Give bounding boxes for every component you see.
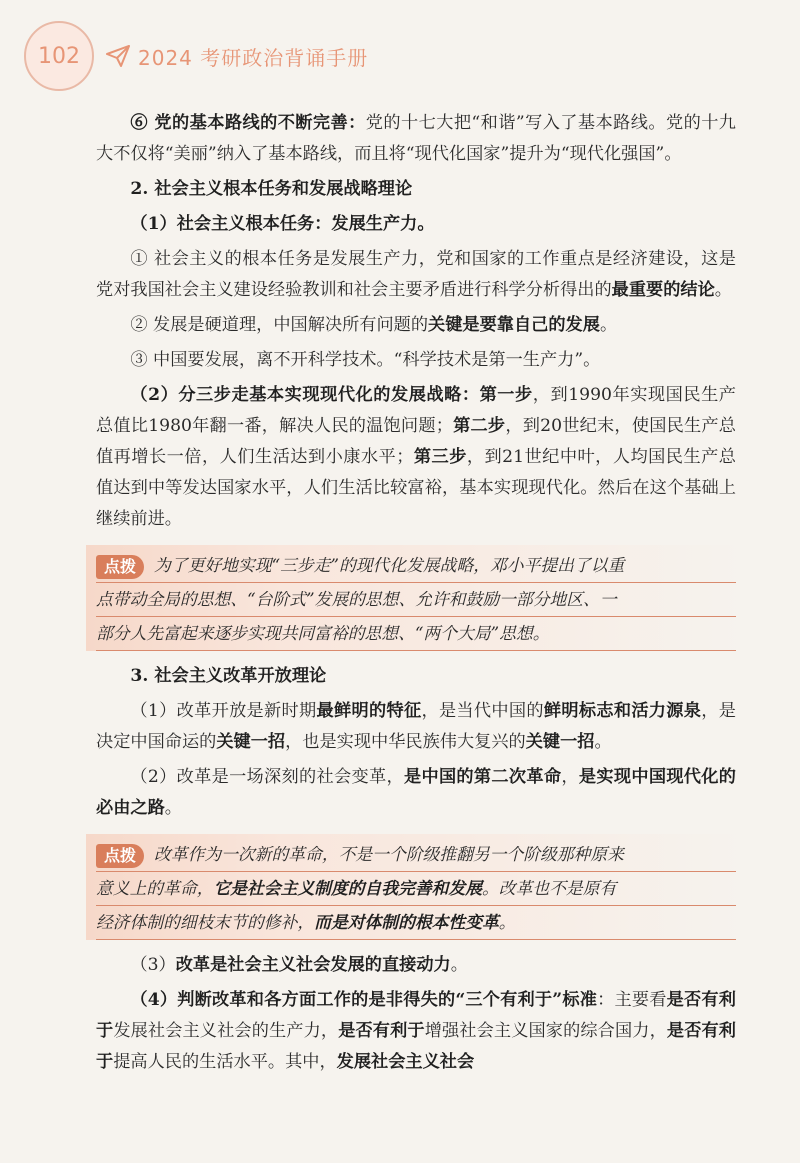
text-run: 。改革也不是原有 xyxy=(482,878,617,898)
bold-text: 关键是要靠自己的发展 xyxy=(428,315,600,335)
bold-text: 而是对体制的根本性变革 xyxy=(314,912,499,932)
text-run: 。 xyxy=(498,912,516,932)
text-run: ， xyxy=(561,767,579,787)
page-content xyxy=(96,108,736,1082)
text-run: ，是当代中国的 xyxy=(421,701,544,721)
text-run: 经济体制的细枝末节的修补， xyxy=(96,912,315,932)
tip-line xyxy=(96,549,736,583)
tip-line xyxy=(96,617,736,651)
text-run: 部分人先富起来逐步实现共同富裕的思想、“两个大局”思想。 xyxy=(96,623,550,643)
text-run: ：主要看 xyxy=(597,990,667,1010)
bold-text: （1）社会主义根本任务：发展生产力。 xyxy=(130,214,435,234)
paragraph xyxy=(96,661,736,692)
paragraph xyxy=(96,985,736,1078)
bold-text: 最鲜明的特征 xyxy=(316,701,422,721)
text-run: ，到20世纪末，使国民生产总值再增长一倍，人们生活达到小康水平； xyxy=(96,416,736,467)
tip-box xyxy=(86,545,746,651)
paragraph xyxy=(96,310,736,341)
page-number: 102 xyxy=(24,21,94,91)
text-run: 发展社会主义社会的生产力， xyxy=(113,1021,339,1041)
tip-line xyxy=(96,838,736,872)
bold-text: 关键一招 xyxy=(525,732,595,752)
text-run: ① 社会主义的根本任务是发展生产力，党和国家的工作重点是经济建设，这是党对我国社会主义建设经验教训和社会主要矛盾进行科学分析得出的 xyxy=(96,249,736,300)
text-run: 。 xyxy=(714,280,732,300)
tip-box xyxy=(86,834,746,940)
text-run: ，是决定中国命运的 xyxy=(96,701,736,752)
text-run: 党的十七大把“和谐”写入了基本路线。党的十九大不仅将“美丽”纳入了基本路线，而且将“现代化国家”提升为“现代化强国”。 xyxy=(96,113,736,164)
text-run: ② 发展是硬道理，中国解决所有问题的 xyxy=(130,315,429,335)
text-run: 提高人民的生活水平。其中， xyxy=(113,1052,337,1072)
text-run: 点带动全局的思想、“台阶式”发展的思想、允许和鼓励一部分地区、一 xyxy=(96,589,617,609)
bold-text: 是否有利于 xyxy=(96,990,736,1041)
bold-text: 3. 社会主义改革开放理论 xyxy=(130,666,327,686)
bold-text: 鲜明标志和活力源泉 xyxy=(543,701,702,721)
paragraph xyxy=(96,345,736,376)
paragraph xyxy=(96,244,736,306)
paragraph xyxy=(96,762,736,824)
text-run: ，也是实现中华民族伟大复兴的 xyxy=(285,732,526,752)
text-run: 改革作为一次新的革命，不是一个阶级推翻另一个阶级那种原来 xyxy=(154,844,624,864)
text-run: （1）改革开放是新时期 xyxy=(130,701,317,721)
bold-text: 2. 社会主义根本任务和发展战略理论 xyxy=(130,179,413,199)
paragraph xyxy=(96,108,736,170)
text-run: 增强社会主义国家的综合国力， xyxy=(424,1021,667,1041)
paragraph xyxy=(96,950,736,981)
text-run: 。 xyxy=(450,955,468,975)
bold-text: 是否有利于 xyxy=(96,1021,736,1072)
bold-text: 关键一招 xyxy=(216,732,286,752)
tip-badge: 点拨 xyxy=(96,844,144,868)
text-run: 为了更好地实现“三步走”的现代化发展战略，邓小平提出了以重 xyxy=(154,555,625,575)
bold-text: ⑥ 党的基本路线的不断完善： xyxy=(130,113,366,133)
paragraph xyxy=(96,380,736,535)
text-run: ，到21世纪中叶，人均国民生产总值达到中等发达国家水平，人们生活比较富裕，基本实现现代化。然后在这个基础上继续前进。 xyxy=(96,447,736,529)
bold-text: 第三步 xyxy=(413,447,467,467)
text-run: 。 xyxy=(594,732,612,752)
paragraph xyxy=(96,174,736,205)
text-run: （2）改革是一场深刻的社会变革， xyxy=(130,767,404,787)
bold-text: 改革是社会主义社会发展的直接动力 xyxy=(175,955,451,975)
bold-text: 是实现中国现代化的必由之路 xyxy=(96,767,736,818)
text-run: 。 xyxy=(599,315,618,335)
bold-text: 发展社会主义社会 xyxy=(336,1052,475,1072)
text-run: （3） xyxy=(130,955,176,975)
tip-badge: 点拨 xyxy=(96,555,144,579)
paragraph xyxy=(96,696,736,758)
paper-plane-icon xyxy=(106,45,130,67)
paragraph xyxy=(96,209,736,240)
tip-line xyxy=(96,583,736,617)
text-run: ③ 中国要发展，离不开科学技术。“科学技术是第一生产力”。 xyxy=(130,350,601,370)
bold-text: 它是社会主义制度的自我完善和发展 xyxy=(213,878,482,898)
text-run: 意义上的革命， xyxy=(96,878,214,898)
bold-text: 是中国的第二次革命 xyxy=(403,767,562,787)
text-run: ，到1990年实现国民生产总值比1980年翻一番，解决人民的温饱问题； xyxy=(96,385,736,436)
tip-line xyxy=(96,872,736,906)
bold-text: 最重要的结论 xyxy=(611,280,715,300)
page-header xyxy=(24,26,368,86)
bold-text: （2）分三步走基本实现现代化的发展战略：第一步 xyxy=(130,385,533,405)
bold-text: （4）判断改革和各方面工作的是非得失的“三个有利于”标准 xyxy=(130,990,598,1010)
text-run: 。 xyxy=(164,798,182,818)
book-title: 2024 考研政治背诵手册 xyxy=(138,45,369,70)
bold-text: 是否有利于 xyxy=(338,1021,425,1041)
tip-line xyxy=(96,906,736,940)
bold-text: 第二步 xyxy=(452,416,506,436)
